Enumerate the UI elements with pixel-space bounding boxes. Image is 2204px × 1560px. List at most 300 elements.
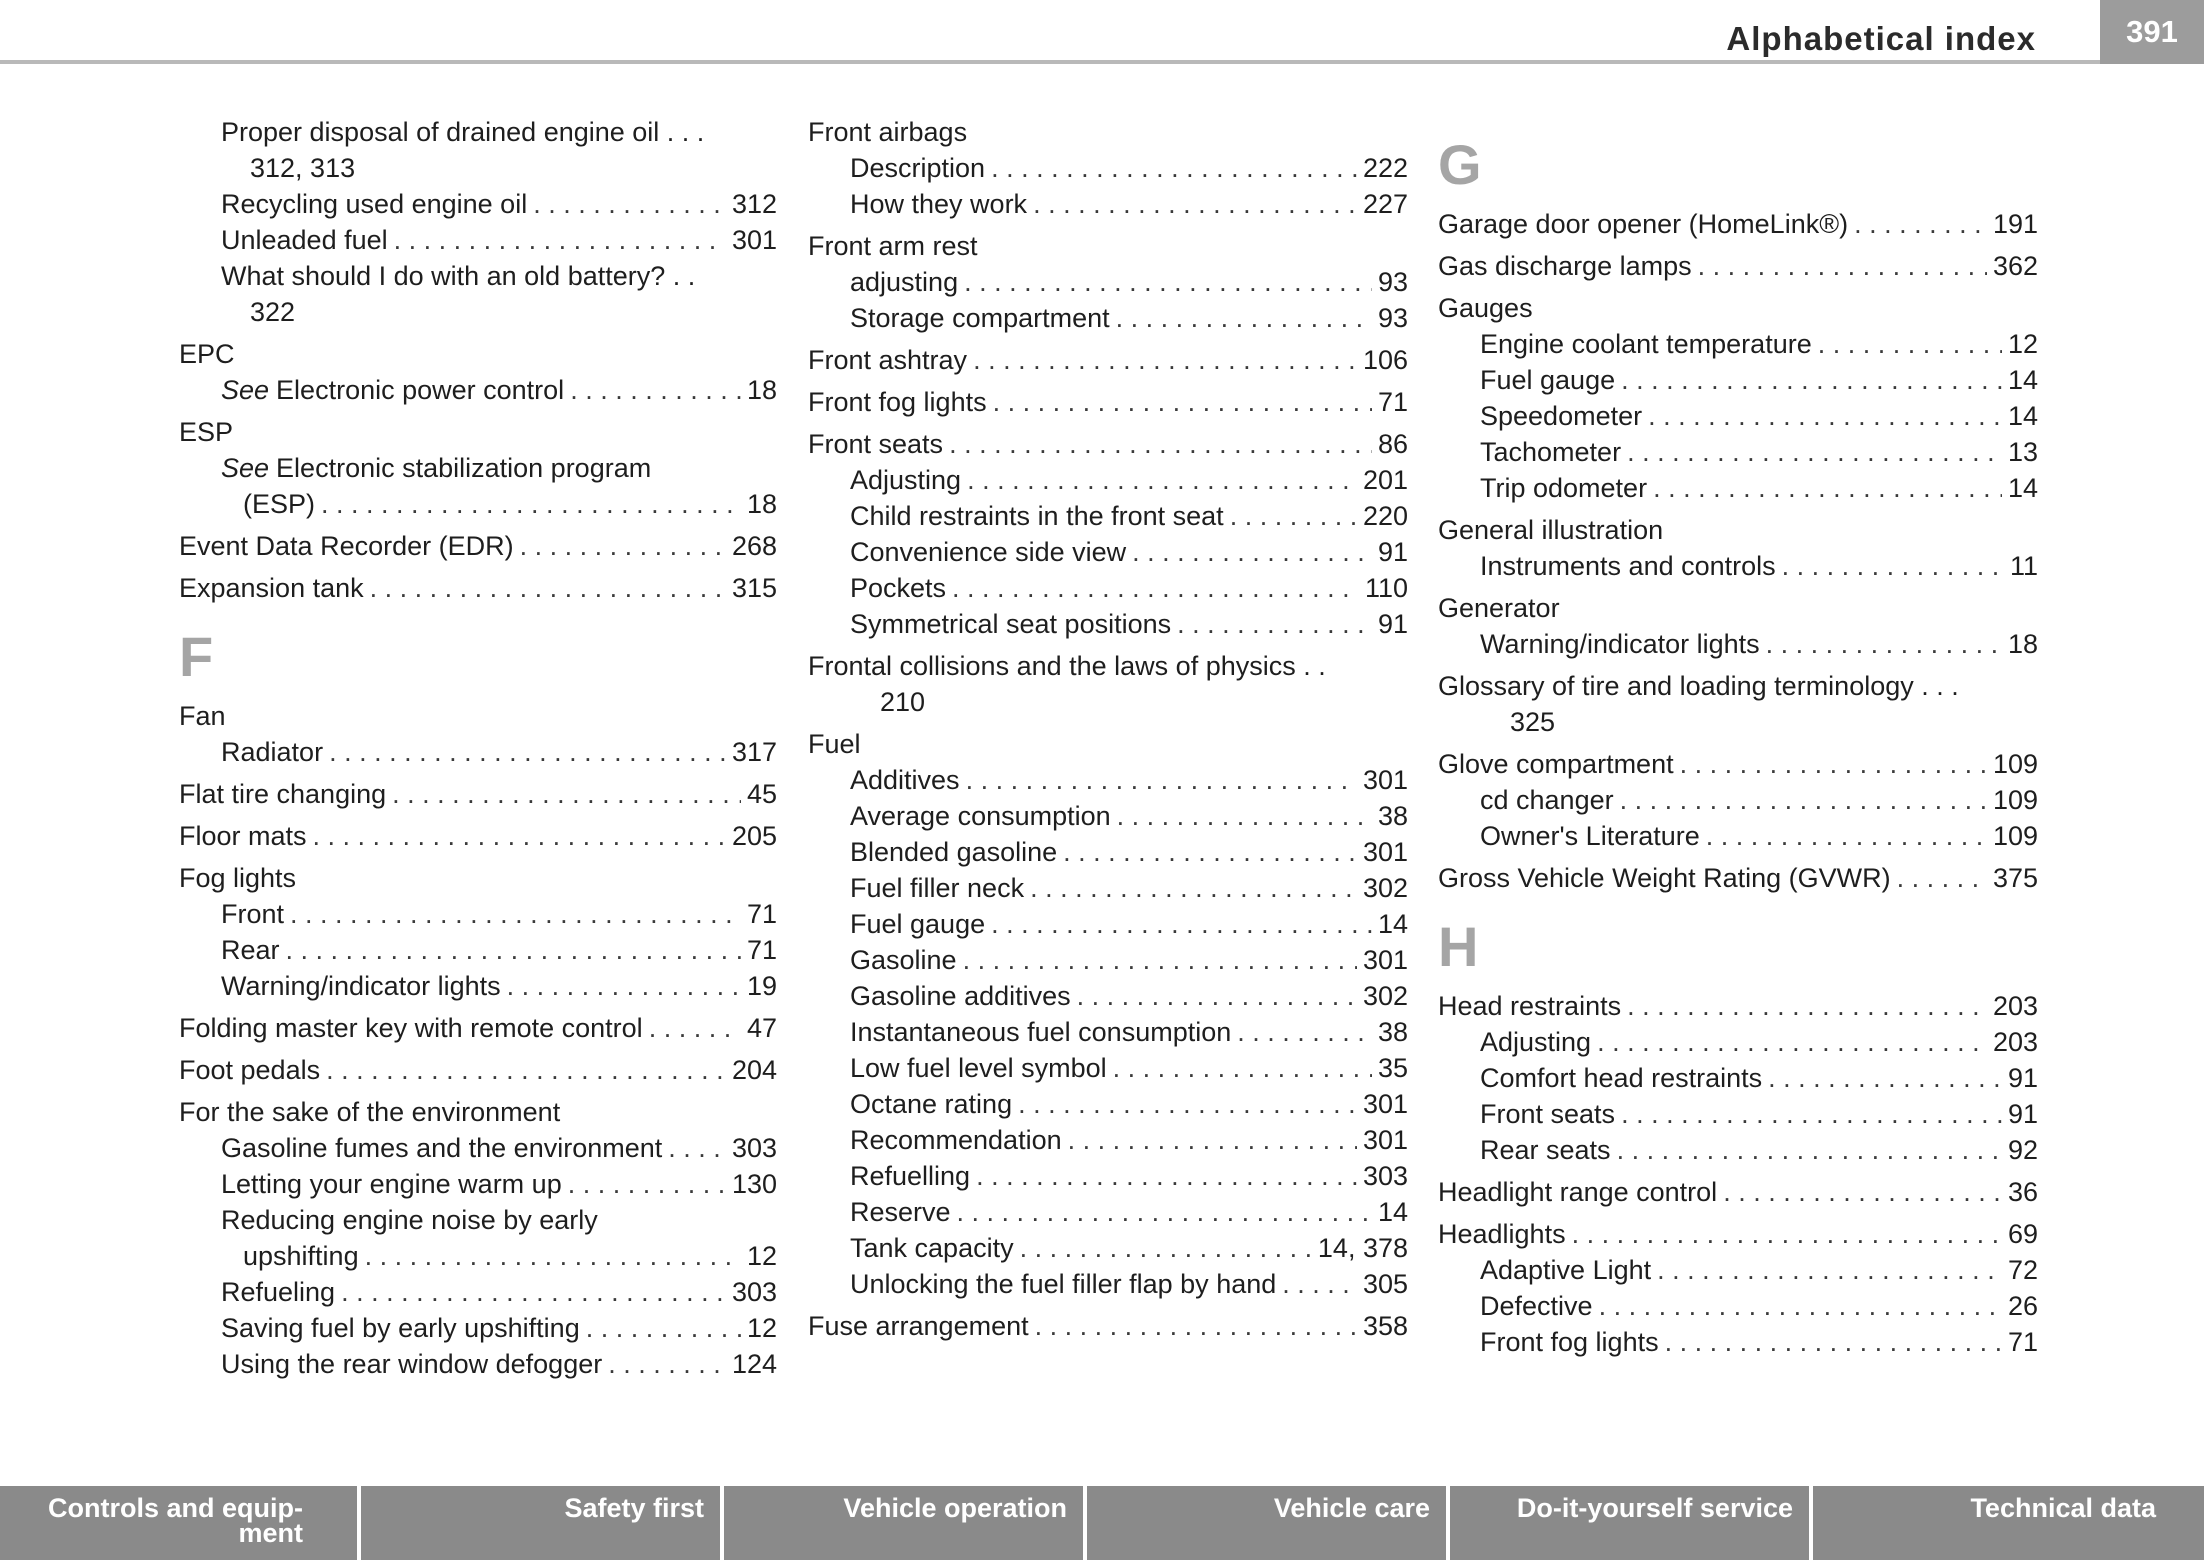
index-subentry (179, 150, 777, 186)
entry-term: Warning/indicator lights (221, 971, 501, 1001)
index-entry (808, 342, 1408, 378)
page-reference[interactable]: 312 (731, 189, 777, 219)
page-reference[interactable]: 301 (1362, 1125, 1408, 1155)
entry-term: Reducing engine noise by early (221, 1205, 598, 1235)
entry-term: Tank capacity (850, 1233, 1014, 1263)
page-reference[interactable]: 124 (731, 1349, 777, 1379)
entry-term: upshifting (243, 1241, 359, 1271)
page-reference[interactable]: 203 (1992, 991, 2038, 1021)
tab-label: Vehicle operation (843, 1493, 1067, 1523)
index-subentry (808, 870, 1408, 906)
index-subentry (179, 1202, 777, 1238)
index-entry (1438, 512, 2038, 548)
leader-dots (649, 1010, 741, 1046)
page-reference[interactable]: 12 (746, 1313, 777, 1343)
index-subentry (808, 942, 1408, 978)
leader-dots (1723, 1174, 2002, 1210)
page-reference[interactable]: 13 (2007, 437, 2038, 467)
leader-dots (1116, 300, 1372, 336)
entry-term: Generator (1438, 593, 1560, 623)
tab-label: Controls and equip- (48, 1493, 303, 1523)
entry-term (221, 372, 564, 408)
page-reference[interactable]: 301 (1362, 765, 1408, 795)
page-reference[interactable]: 18 (2007, 629, 2038, 659)
leader-dots (1030, 870, 1357, 906)
page-reference[interactable]: 69 (2007, 1219, 2038, 1249)
tab-label: Technical data (1970, 1493, 2156, 1523)
leader-dots (952, 570, 1359, 606)
entry-term: Refuelling (850, 1161, 971, 1191)
index-entry (179, 1094, 777, 1130)
index-subentry (808, 498, 1408, 534)
entry-term: Front fog lights (1480, 1327, 1659, 1357)
leader-dots (1617, 1132, 2002, 1168)
section-letter: F (179, 625, 214, 688)
index-subentry (179, 1346, 777, 1382)
entry-term (221, 450, 651, 486)
page-reference[interactable]: 201 (1362, 465, 1408, 495)
leader-dots (1665, 1324, 2002, 1360)
tab-label: Safety first (564, 1493, 704, 1523)
leader-dots (1706, 818, 1987, 854)
leader-dots (1854, 206, 1987, 242)
page-reference[interactable]: 93 (1377, 303, 1408, 333)
entry-term: Defective (1480, 1291, 1593, 1321)
page-reference[interactable]: 86 (1377, 429, 1408, 459)
entry-term: Using the rear window defogger (221, 1349, 603, 1379)
index-subentry (1438, 326, 2038, 362)
entry-term: Tachometer (1480, 437, 1622, 467)
entry-term: Comfort head restraints (1480, 1063, 1763, 1093)
tab-vehicle-operation[interactable] (724, 1486, 1087, 1560)
entry-term: Event Data Recorder (EDR) (179, 531, 514, 561)
entry-term: Convenience side view (850, 537, 1127, 567)
leader-dots (1597, 1024, 1987, 1060)
entry-term: EPC (179, 339, 235, 369)
page-reference[interactable]: 227 (1362, 189, 1408, 219)
page-reference[interactable]: 375 (1992, 863, 2038, 893)
page-reference[interactable]: 109 (1992, 821, 2038, 851)
leader-dots (1113, 1050, 1372, 1086)
leader-dots (1237, 1014, 1372, 1050)
entry-term: Speedometer (1480, 401, 1643, 431)
page-reference[interactable]: 14 (2007, 473, 2038, 503)
entry-term: ESP (179, 417, 234, 447)
index-entry (808, 648, 1408, 684)
index-entry (179, 1010, 777, 1046)
leader-dots (326, 1052, 726, 1088)
page-reference[interactable]: 71 (2007, 1327, 2038, 1357)
page-reference[interactable]: 38 (1377, 801, 1408, 831)
index-column-2 (808, 114, 1408, 1344)
entry-term: Instantaneous fuel consumption (850, 1017, 1232, 1047)
entry-term: Frontal collisions and the laws of physics . . (808, 651, 1326, 681)
page-reference[interactable]: 301 (1362, 945, 1408, 975)
index-subentry (808, 798, 1408, 834)
page-reference[interactable]: 36 (2007, 1177, 2038, 1207)
index-subentry (808, 264, 1408, 300)
leader-dots (1648, 398, 2002, 434)
page-reference[interactable]: 220 (1362, 501, 1408, 531)
entry-term: Fuel gauge (850, 909, 986, 939)
entry-term: Fog lights (179, 863, 297, 893)
index-subentry (179, 450, 777, 486)
page-reference[interactable]: 301 (731, 225, 777, 255)
leader-dots (394, 222, 726, 258)
page-reference[interactable]: 14 (2007, 401, 2038, 431)
page-reference[interactable]: 106 (1362, 345, 1408, 375)
index-entry (808, 114, 1408, 150)
leader-dots (1033, 186, 1357, 222)
entry-term: Head restraints (1438, 991, 1622, 1021)
entry-term: Recycling used engine oil (221, 189, 528, 219)
entry-term: (ESP) (243, 489, 316, 519)
page-reference[interactable]: 19 (746, 971, 777, 1001)
page-reference[interactable]: 305 (1362, 1269, 1408, 1299)
leader-dots (1782, 548, 2004, 584)
leader-dots (1599, 1288, 2002, 1324)
index-column-1 (179, 114, 777, 1382)
page-reference[interactable]: 91 (2007, 1099, 2038, 1129)
page-reference[interactable]: 35 (1377, 1053, 1408, 1083)
entry-term: Headlights (1438, 1219, 1566, 1249)
page-reference[interactable]: 301 (1362, 1089, 1408, 1119)
page-reference[interactable]: 109 (1992, 785, 2038, 815)
page-reference[interactable]: 91 (1377, 609, 1408, 639)
entry-term: Pockets (850, 573, 947, 603)
index-subentry (1438, 1096, 2038, 1132)
leader-dots (964, 264, 1372, 300)
index-entry (179, 336, 777, 372)
entry-term: For the sake of the environment (179, 1097, 561, 1127)
index-subentry (179, 222, 777, 258)
entry-term: General illustration (1438, 515, 1664, 545)
leader-dots (1077, 978, 1357, 1014)
page-reference[interactable]: 18 (746, 489, 777, 519)
page-reference[interactable]: 191 (1992, 209, 2038, 239)
index-subentry (1438, 782, 2038, 818)
entry-term: How they work (850, 189, 1028, 219)
leader-dots (1230, 498, 1357, 534)
index-entry (1438, 1216, 2038, 1252)
header-rule (0, 60, 2204, 64)
leader-dots (966, 762, 1357, 798)
index-subentry (808, 1050, 1408, 1086)
index-subentry (1438, 1324, 2038, 1360)
leader-dots (370, 570, 726, 606)
leader-dots (1177, 606, 1372, 642)
entry-term: Front seats (1480, 1099, 1616, 1129)
index-entry (179, 528, 777, 564)
page-reference[interactable]: 302 (1362, 873, 1408, 903)
index-subentry (1438, 434, 2038, 470)
page-reference[interactable]: 301 (1362, 837, 1408, 867)
leader-dots (329, 734, 726, 770)
index-subentry (808, 606, 1408, 642)
entry-term: Blended gasoline (850, 837, 1058, 867)
entry-term: Instruments and controls (1480, 551, 1776, 581)
index-subentry (1438, 362, 2038, 398)
index-subentry (179, 186, 777, 222)
index-entry (1438, 860, 2038, 896)
index-subentry (1438, 470, 2038, 506)
entry-term: Proper disposal of drained engine oil . . . (221, 117, 705, 147)
index-entry (808, 384, 1408, 420)
index-subentry (179, 486, 777, 522)
index-entry (1438, 290, 2038, 326)
leader-dots (1621, 1096, 2002, 1132)
entry-term: Foot pedals (179, 1055, 321, 1085)
entry-term: Unleaded fuel (221, 225, 388, 255)
entry-term: Fuel filler neck (850, 873, 1025, 903)
entry-term: Gas discharge lamps (1438, 251, 1692, 281)
index-subentry (179, 372, 777, 408)
index-subentry (179, 1238, 777, 1274)
index-subentry (1438, 398, 2038, 434)
page-reference[interactable]: 317 (731, 737, 777, 767)
entry-term: Gasoline additives (850, 981, 1071, 1011)
entry-term: Child restraints in the front seat (850, 501, 1224, 531)
page-reference[interactable]: 303 (731, 1133, 777, 1163)
tab-safety-first[interactable] (361, 1486, 724, 1560)
page-reference[interactable]: 91 (2007, 1063, 2038, 1093)
page-reference[interactable]: 26 (2007, 1291, 2038, 1321)
entry-term: Reserve (850, 1197, 951, 1227)
page-reference[interactable]: 358 (1362, 1311, 1408, 1341)
leader-dots (668, 1130, 726, 1166)
entry-term: Flat tire changing (179, 779, 387, 809)
leader-dots (1627, 988, 1987, 1024)
page-reference[interactable]: 38 (1377, 1017, 1408, 1047)
entry-term: Front arm rest (808, 231, 978, 261)
page-reference[interactable]: 362 (1992, 251, 2038, 281)
leader-dots (507, 968, 741, 1004)
index-subentry (179, 114, 777, 150)
page-reference[interactable]: 315 (731, 573, 777, 603)
index-entry (1438, 1174, 2038, 1210)
leader-dots (949, 426, 1372, 462)
entry-term: Engine coolant temperature (1480, 329, 1812, 359)
page-reference[interactable]: 109 (1992, 749, 2038, 779)
entry-term: Owner's Literature (1480, 821, 1700, 851)
index-subentry (179, 932, 777, 968)
page-reference[interactable]: 71 (746, 935, 777, 965)
leader-dots (1063, 834, 1357, 870)
page-number-badge: 391 (2100, 0, 2204, 64)
leader-dots (1818, 326, 2002, 362)
tab-technical-data[interactable] (1813, 1486, 2204, 1560)
page-reference[interactable]: 12 (746, 1241, 777, 1271)
leader-dots (608, 1346, 726, 1382)
entry-term: 322 (250, 297, 296, 327)
tab-controls-and-equipment[interactable] (0, 1486, 361, 1560)
see-reference: See (221, 375, 270, 405)
index-subentry (808, 570, 1408, 606)
entry-term: Description (850, 153, 986, 183)
entry-term: Headlight range control (1438, 1177, 1718, 1207)
page-reference[interactable]: 303 (1362, 1161, 1408, 1191)
tab-label: Vehicle care (1273, 1493, 1430, 1523)
index-entry (179, 1052, 777, 1088)
index-subentry (1438, 626, 2038, 662)
entry-term: cd changer (1480, 785, 1614, 815)
index-subentry (808, 300, 1408, 336)
entry-term-text: Electronic power control (276, 375, 565, 405)
entry-term: 210 (880, 687, 926, 717)
index-column-3 (1438, 114, 2038, 1360)
section-letter: H (1438, 915, 1479, 978)
entry-term: Letting your engine warm up (221, 1169, 562, 1199)
entry-term: What should I do with an old battery? . . (221, 261, 696, 291)
leader-dots (290, 896, 741, 932)
leader-dots (1068, 1122, 1357, 1158)
page-reference[interactable]: 11 (2009, 551, 2038, 581)
index-subentry (179, 294, 777, 330)
leader-dots (570, 372, 741, 408)
page-reference[interactable]: 205 (731, 821, 777, 851)
index-subentry (1438, 818, 2038, 854)
entry-term: Trip odometer (1480, 473, 1648, 503)
page-reference[interactable]: 12 (2007, 329, 2038, 359)
entry-term: Storage compartment (850, 303, 1110, 333)
page-reference[interactable]: 14 (2007, 365, 2038, 395)
leader-dots (991, 906, 1372, 942)
index-subentry (179, 1310, 777, 1346)
page-reference[interactable]: 14, 378 (1317, 1233, 1408, 1263)
leader-dots (1117, 798, 1372, 834)
index-entry (808, 726, 1408, 762)
entry-term: Additives (850, 765, 960, 795)
index-subentry (808, 1122, 1408, 1158)
index-entry (179, 570, 777, 606)
page-reference[interactable]: 268 (731, 531, 777, 561)
see-reference: See (221, 453, 270, 483)
index-subentry (179, 258, 777, 294)
page-reference[interactable]: 72 (2007, 1255, 2038, 1285)
page-reference[interactable]: 110 (1364, 573, 1408, 603)
entry-term: Fan (179, 701, 226, 731)
page-reference[interactable]: 92 (2007, 1135, 2038, 1165)
page-reference[interactable]: 203 (1992, 1027, 2038, 1057)
index-subentry (179, 896, 777, 932)
entry-term: Saving fuel by early upshifting (221, 1313, 580, 1343)
entry-term: Garage door opener (HomeLink®) (1438, 209, 1849, 239)
page-title: Alphabetical index (1726, 20, 2036, 57)
index-subentry (179, 1130, 777, 1166)
entry-term: Adjusting (1480, 1027, 1592, 1057)
entry-term: Gasoline fumes and the environment (221, 1133, 663, 1163)
index-subentry (1438, 1060, 2038, 1096)
index-entry (179, 414, 777, 450)
page-reference[interactable]: 71 (1377, 387, 1408, 417)
leader-dots (1132, 534, 1372, 570)
index-entry (179, 698, 777, 734)
leader-dots (1698, 248, 1987, 284)
index-subentry (808, 1230, 1408, 1266)
page-reference[interactable]: 222 (1362, 153, 1408, 183)
tab-vehicle-care[interactable] (1087, 1486, 1450, 1560)
page-reference[interactable]: 93 (1377, 267, 1408, 297)
leader-dots (313, 818, 726, 854)
entry-term: Warning/indicator lights (1480, 629, 1760, 659)
index-subentry (808, 186, 1408, 222)
page-reference[interactable]: 303 (731, 1277, 777, 1307)
page-reference[interactable]: 302 (1362, 981, 1408, 1011)
index-subentry (808, 1266, 1408, 1302)
leader-dots (1020, 1230, 1312, 1266)
page-reference[interactable]: 18 (746, 375, 777, 405)
entry-term: Front (221, 899, 285, 929)
index-subentry (179, 1274, 777, 1310)
entry-term: Floor mats (179, 821, 307, 851)
entry-term: Rear (221, 935, 280, 965)
entry-term: Fuel (808, 729, 861, 759)
page-reference[interactable]: 204 (731, 1055, 777, 1085)
index-subentry (179, 734, 777, 770)
entry-term: Fuse arrangement (808, 1311, 1029, 1341)
leader-dots (1282, 1266, 1357, 1302)
leader-dots (1620, 782, 1987, 818)
section-letter: G (1438, 133, 1482, 196)
index-entry (179, 818, 777, 854)
page-reference[interactable]: 130 (731, 1169, 777, 1199)
index-subentry (1438, 704, 2038, 740)
index-subentry (179, 1166, 777, 1202)
leader-dots (568, 1166, 726, 1202)
leader-dots (321, 486, 741, 522)
leader-dots (1018, 1086, 1357, 1122)
leader-dots (586, 1310, 741, 1346)
index-subentry (808, 1158, 1408, 1194)
entry-term: Folding master key with remote control (179, 1013, 643, 1043)
leader-dots (1621, 362, 2002, 398)
index-entry (1438, 988, 2038, 1024)
leader-dots (1627, 434, 2002, 470)
tab-label: Do-it-yourself service (1516, 1493, 1793, 1523)
entry-term: 325 (1510, 707, 1556, 737)
leader-dots (341, 1274, 726, 1310)
tab-do-it-yourself-service[interactable] (1450, 1486, 1813, 1560)
page-reference[interactable]: 14 (1377, 1197, 1408, 1227)
entry-term: Adjusting (850, 465, 962, 495)
index-subentry (808, 462, 1408, 498)
entry-term: Unlocking the fuel filler flap by hand (850, 1269, 1277, 1299)
entry-term: Front fog lights (808, 387, 987, 417)
index-subentry (808, 978, 1408, 1014)
index-subentry (179, 968, 777, 1004)
page-reference[interactable]: 91 (1377, 537, 1408, 567)
index-subentry (1438, 1288, 2038, 1324)
entry-term: Refueling (221, 1277, 336, 1307)
page-reference[interactable]: 47 (746, 1013, 777, 1043)
leader-dots (967, 462, 1357, 498)
index-subentry (808, 906, 1408, 942)
index-entry (808, 426, 1408, 462)
leader-dots (1572, 1216, 2002, 1252)
index-entry (1438, 206, 2038, 242)
page-reference[interactable]: 14 (1377, 909, 1408, 939)
page-reference[interactable]: 71 (746, 899, 777, 929)
leader-dots (1680, 746, 1987, 782)
page-reference[interactable]: 45 (746, 779, 777, 809)
index-subentry (808, 834, 1408, 870)
index-subentry (808, 762, 1408, 798)
index-entry (179, 860, 777, 896)
entry-term: Gasoline (850, 945, 957, 975)
leader-dots (533, 186, 726, 222)
entry-term: Average consumption (850, 801, 1111, 831)
index-subentry (808, 684, 1408, 720)
